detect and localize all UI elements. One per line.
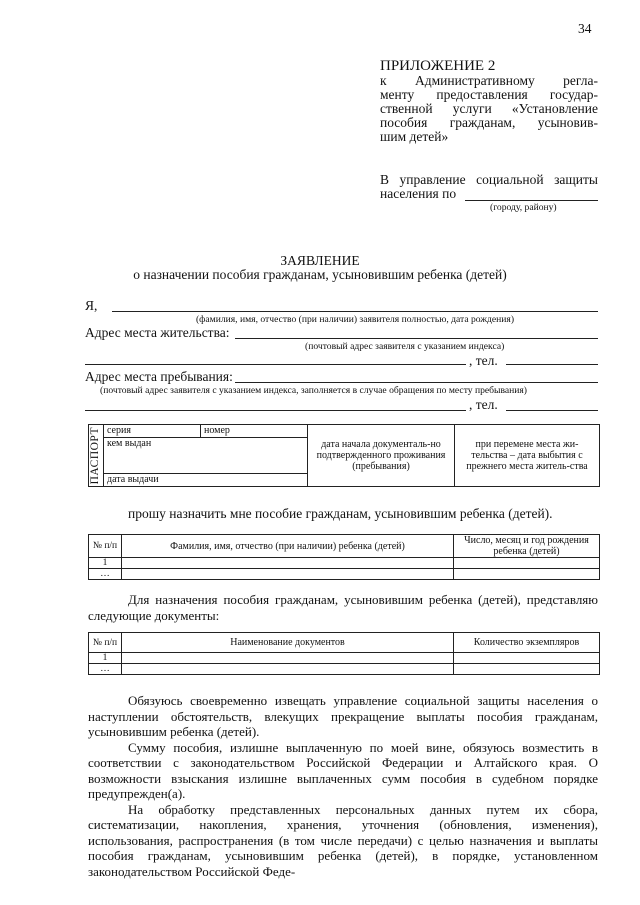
issued-by-cell[interactable]: [104, 438, 308, 474]
child-name-cell[interactable]: [122, 569, 454, 580]
document-count-cell[interactable]: [454, 664, 600, 675]
stay-label: Адрес места пребывания:: [85, 369, 233, 384]
table-row: [89, 653, 600, 664]
passport-label-cell: [89, 425, 104, 487]
children-col-birth-label: Число, месяц и год рождения ребенка (детей): [464, 535, 589, 557]
documents-intro-block: [88, 592, 598, 623]
appendix-line: пособия гражданам, усыновив-: [380, 115, 598, 130]
documents-col-count-label: Количество экземпляров: [473, 637, 580, 648]
body-text: [88, 693, 598, 879]
residence-field[interactable]: [235, 338, 598, 339]
addressee-line: В управление социальной защиты: [380, 172, 598, 187]
document-name-cell[interactable]: [122, 664, 454, 675]
number-label: номер: [204, 425, 230, 436]
document-count-cell[interactable]: [454, 653, 600, 664]
number-cell[interactable]: [201, 425, 308, 438]
series-cell[interactable]: [104, 425, 201, 438]
statement-subtitle: о назначении пособия гражданам, усыновившим ребенка (детей): [133, 267, 507, 282]
children-col-num: [89, 535, 122, 558]
children-col-birth: [454, 535, 600, 558]
child-birth-cell[interactable]: [454, 558, 600, 569]
row-number: …: [89, 664, 122, 675]
issue-date-cell[interactable]: [104, 474, 308, 487]
addressee-field-line[interactable]: [465, 200, 598, 201]
documents-col-name: [122, 633, 454, 653]
table-row: [89, 558, 600, 569]
children-col-num-label: № п/п: [92, 541, 118, 551]
appendix-line: к Административному регла-: [380, 73, 598, 88]
applicant-name-field[interactable]: [112, 311, 598, 312]
table-row: [89, 569, 600, 580]
addressee-hint: (городу, району): [490, 202, 557, 213]
row-number: 1: [89, 653, 122, 664]
documents-col-count: [454, 633, 600, 653]
child-name-cell[interactable]: [122, 558, 454, 569]
relocation-cell[interactable]: [455, 425, 600, 487]
tel-field-2[interactable]: [506, 410, 598, 411]
residence-field-2[interactable]: [85, 364, 466, 365]
passport-label: ПАСПОРТ: [89, 426, 101, 485]
applicant-ya: Я,: [85, 298, 98, 313]
residence-hint: (почтовый адрес заявителя с указанием индекса): [305, 341, 505, 352]
row-number: …: [89, 569, 122, 580]
stay-field[interactable]: [235, 382, 598, 383]
appendix-line: шим детей»: [380, 129, 449, 144]
series-label: серия: [107, 425, 131, 436]
passport-table: [88, 424, 600, 487]
issue-date-label: дата выдачи: [107, 474, 159, 485]
paragraph-refund: Сумму пособия, излишне выплаченную по моей вине, обязуюсь возместить в соответствии с законодательством Российской Федерации и Алтайского края. О возможности взыскания излишне выплаченных сумм пособия в судебном порядке предупрежден(а).: [88, 739, 598, 801]
table-row: [89, 664, 600, 675]
paragraph-obligation: Обязуюсь своевременно извещать управление социальной защиты населения о наступлении обстоятельств, влекущих прекращение выплаты пособия гражданам, усыновившим ребенка (детей).: [88, 693, 598, 739]
relocation-label: при перемене места жи-тельства – дата выбытия с прежнего места житель-ства: [466, 439, 588, 472]
stay-hint: (почтовый адрес заявителя с указанием индекса, заполняется в случае обращения по месту пребывания): [100, 385, 528, 396]
doc-start-label: дата начала документаль-но подтвержденного проживания (пребывания): [316, 439, 446, 472]
children-col-name: [122, 535, 454, 558]
doc-start-cell[interactable]: [308, 425, 455, 487]
appendix-block: [380, 58, 598, 144]
statement-title: ЗАЯВЛЕНИЕ: [280, 253, 360, 268]
children-table: [88, 534, 600, 580]
document-name-cell[interactable]: [122, 653, 454, 664]
residence-label: Адрес места жительства:: [85, 325, 230, 340]
request-text: прошу назначить мне пособие гражданам, усыновившим ребенка (детей).: [128, 506, 553, 521]
appendix-line: ственной услуги «Установление: [380, 101, 598, 116]
appendix-title: ПРИЛОЖЕНИЕ 2: [380, 58, 496, 74]
issued-by-label: кем выдан: [107, 438, 152, 449]
tel-label: , тел.: [469, 353, 498, 368]
documents-table: [88, 632, 600, 675]
documents-col-name-label: Наименование документов: [230, 637, 345, 648]
applicant-name-hint: (фамилия, имя, отчество (при наличии) заявителя полностью, дата рождения): [195, 314, 515, 325]
tel-label-2: , тел.: [469, 397, 498, 412]
documents-intro: Для назначения пособия гражданам, усыновившим ребенка (детей), представляю следующие документы:: [88, 592, 598, 623]
tel-field[interactable]: [506, 364, 598, 365]
page-number: 34: [578, 21, 592, 36]
appendix-line: менту предоставления государ-: [380, 87, 598, 102]
row-number: 1: [89, 558, 122, 569]
children-col-name-label: Фамилия, имя, отчество (при наличии) ребенка (детей): [170, 540, 405, 552]
addressee-line: населения по: [380, 186, 457, 201]
stay-field-2[interactable]: [85, 410, 466, 411]
documents-col-num: [89, 633, 122, 653]
paragraph-consent: На обработку представленных персональных данных путем их сбора, систематизации, накопления, хранения, уточнения (обновления, изменения), использования, распространения (в том числе передачи) с целью назначения и выплаты пособия гражданам, усыновившим ребенка (детей), в порядке, установленном законодательством Российской Феде-: [88, 801, 598, 879]
documents-col-num-label: № п/п: [92, 637, 118, 648]
child-birth-cell[interactable]: [454, 569, 600, 580]
